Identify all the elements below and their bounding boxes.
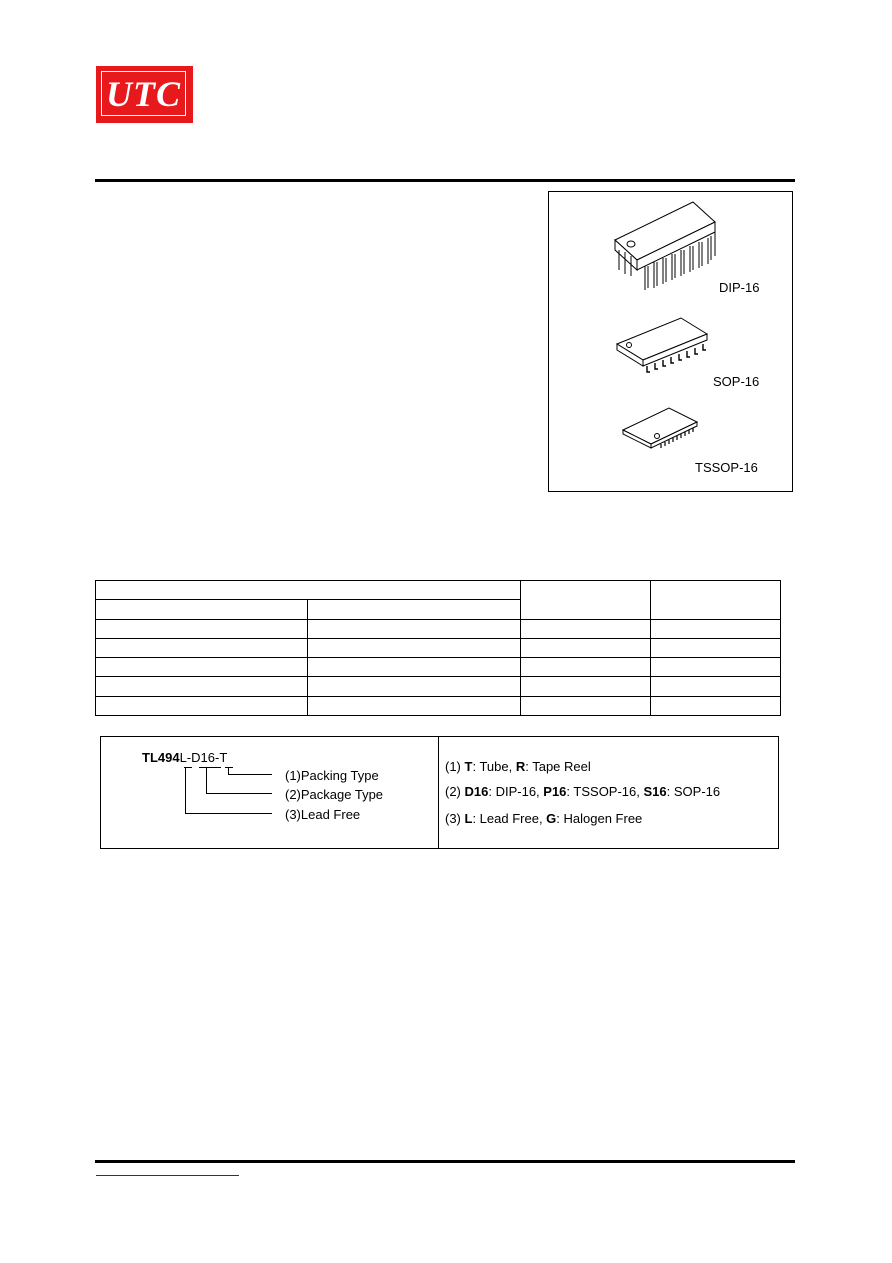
table-cell bbox=[308, 696, 520, 715]
table-row bbox=[96, 619, 781, 638]
legend-text: : Lead Free, bbox=[472, 811, 547, 826]
callout-packing-type: (1)Packing Type bbox=[285, 768, 379, 783]
table-cell bbox=[520, 696, 650, 715]
legend-num: (3) bbox=[445, 811, 465, 826]
dip16-package-icon bbox=[611, 200, 721, 295]
callout-lead-free: (3)Lead Free bbox=[285, 807, 361, 822]
legend-text: : SOP-16 bbox=[666, 784, 721, 799]
marking-divider bbox=[438, 737, 439, 848]
package-illustrations-box bbox=[548, 191, 793, 492]
table-row bbox=[96, 677, 781, 696]
callout-underline-package bbox=[199, 767, 221, 768]
table-cell bbox=[520, 658, 650, 677]
legend-line-package bbox=[445, 785, 720, 798]
part-code bbox=[142, 751, 227, 764]
table-cell bbox=[96, 638, 308, 657]
table-cell bbox=[308, 677, 520, 696]
table-cell bbox=[520, 677, 650, 696]
part-number-marking-box bbox=[100, 736, 779, 849]
legend-text: : DIP-16, bbox=[488, 784, 544, 799]
legend-key: S16 bbox=[643, 784, 667, 799]
logo-text: UTC bbox=[106, 73, 181, 114]
package-label-sop16: SOP-16 bbox=[713, 374, 760, 389]
table-cell bbox=[308, 658, 520, 677]
table-cell bbox=[650, 677, 780, 696]
table-header-cell bbox=[520, 581, 650, 620]
legend-key: R bbox=[515, 759, 526, 774]
table-header-cell bbox=[650, 581, 780, 620]
footer-website-link[interactable] bbox=[96, 1175, 239, 1176]
header-rule bbox=[95, 179, 795, 182]
legend-text: : Tube, bbox=[472, 759, 516, 774]
callout-line-package-h bbox=[206, 793, 272, 794]
legend-key: D16 bbox=[464, 784, 489, 799]
table-cell bbox=[650, 696, 780, 715]
table-cell bbox=[520, 619, 650, 638]
table-cell bbox=[650, 638, 780, 657]
table-cell bbox=[96, 696, 308, 715]
table-cell bbox=[308, 619, 520, 638]
table-row bbox=[96, 696, 781, 715]
legend-text: : Tape Reel bbox=[525, 759, 591, 774]
table-cell bbox=[520, 638, 650, 657]
table-cell bbox=[96, 619, 308, 638]
legend-key: L bbox=[464, 811, 473, 826]
callout-line-lead-v bbox=[185, 767, 186, 814]
footer-rule bbox=[95, 1160, 795, 1163]
legend-key: G bbox=[546, 811, 557, 826]
callout-line-package-v bbox=[206, 767, 207, 794]
table-row bbox=[96, 638, 781, 657]
legend-key: T bbox=[464, 759, 473, 774]
tssop16-package-icon bbox=[621, 406, 701, 456]
callout-line-lead-h bbox=[185, 813, 272, 814]
legend-text: : Halogen Free bbox=[556, 811, 643, 826]
utc-logo bbox=[96, 66, 193, 123]
package-label-tssop16: TSSOP-16 bbox=[695, 460, 758, 475]
callout-package-type: (2)Package Type bbox=[285, 787, 384, 802]
table-header-cell bbox=[96, 581, 521, 600]
legend-text: : TSSOP-16, bbox=[566, 784, 644, 799]
part-code-rest: L-D16-T bbox=[179, 750, 228, 765]
ordering-information-table bbox=[95, 580, 781, 716]
legend-line-packing bbox=[445, 760, 591, 773]
package-label-dip16: DIP-16 bbox=[719, 280, 760, 295]
logo-frame bbox=[101, 71, 186, 116]
sop16-package-icon bbox=[615, 316, 710, 376]
legend-num: (1) bbox=[445, 759, 465, 774]
part-code-bold: TL494 bbox=[142, 750, 180, 765]
table-header-cell bbox=[308, 600, 520, 619]
table-cell bbox=[650, 658, 780, 677]
legend-num: (2) bbox=[445, 784, 465, 799]
table-row bbox=[96, 658, 781, 677]
table-cell bbox=[308, 638, 520, 657]
callout-underline-packing bbox=[225, 767, 233, 768]
table-cell bbox=[650, 619, 780, 638]
table-header-cell bbox=[96, 600, 308, 619]
table-cell bbox=[96, 658, 308, 677]
table-row bbox=[96, 581, 781, 600]
table-cell bbox=[96, 677, 308, 696]
callout-line-packing-h bbox=[228, 774, 272, 775]
legend-key: P16 bbox=[543, 784, 567, 799]
legend-line-lead-free bbox=[445, 812, 642, 825]
